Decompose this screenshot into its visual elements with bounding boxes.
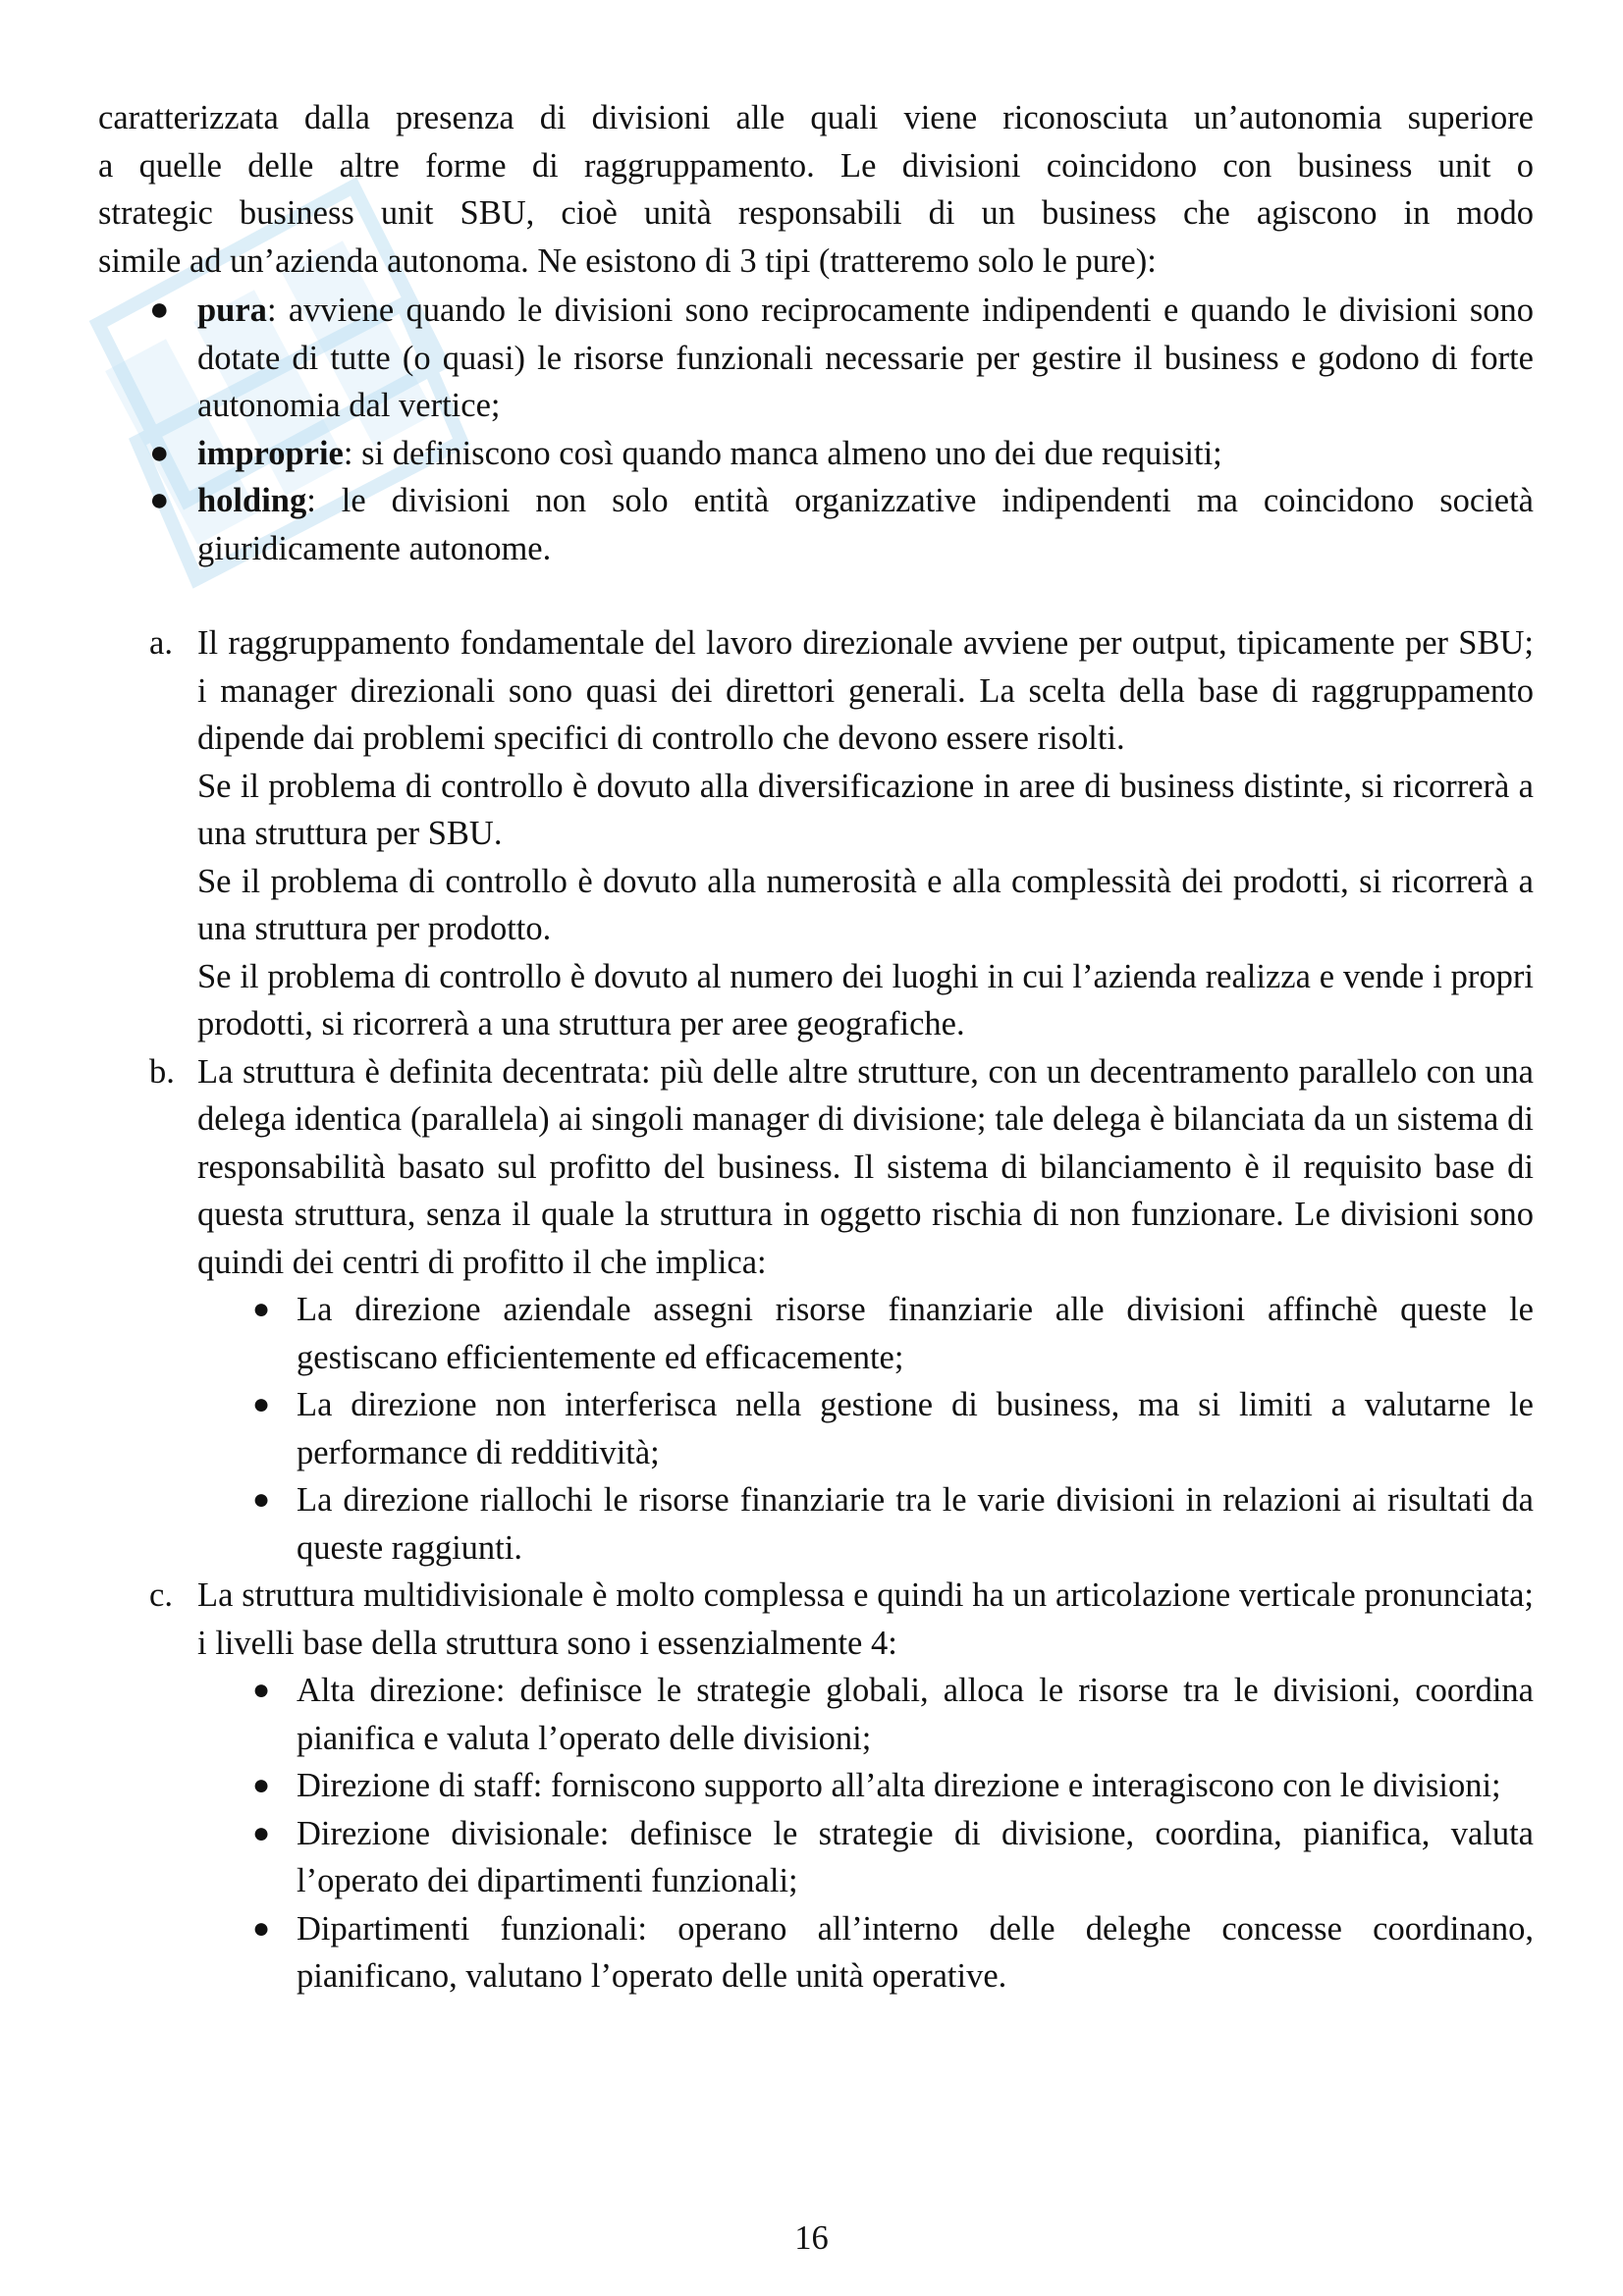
sub-list-item <box>197 1905 1534 2001</box>
division-type-term: improprie <box>197 434 344 472</box>
section-spacer <box>98 572 1534 619</box>
bullet-icon: ● <box>252 1674 271 1706</box>
division-type-text: : avviene quando le divisioni sono reciprocamente indipendenti e quando le divisioni sono dotate di tutte (o quasi) le risorse funzionali necessarie per gestire il business e godono di forte autonomia dal vertice; <box>197 292 1534 424</box>
sub-list-text: Direzione di staff: forniscono supporto all’alta direzione e interagiscono con le divisioni; <box>297 1767 1501 1804</box>
intro-paragraph <box>98 94 1534 285</box>
bullet-icon: ● <box>252 1816 271 1849</box>
sub-list-text: Dipartimenti funzionali: operano all’interno delle deleghe concesse coordinano, pianificano, valutano l’operato delle unità operative. <box>297 1909 1534 1995</box>
division-type-text: : le divisioni non solo entità organizzative indipendenti ma coincidono società giuridicamente autonome. <box>197 482 1534 567</box>
lettered-point <box>98 619 1534 1048</box>
point-paragraph: Il raggruppamento fondamentale del lavoro direzionale avviene per output, tipicamente per SBU; i manager direzionali sono quasi dei direttori generali. La scelta della base di raggruppamento dipende dai problemi specifici di controllo che devono essere risolti. <box>197 624 1534 757</box>
point-paragraph: Se il problema di controllo è dovuto alla diversificazione in aree di business distinte, si ricorrerà a una struttura per SBU. <box>197 767 1534 852</box>
division-type-item <box>98 430 1534 478</box>
page-number: 16 <box>794 2219 829 2257</box>
sub-list-item <box>197 1810 1534 1905</box>
bullet-icon: ● <box>149 482 170 518</box>
point-marker: a. <box>149 624 173 662</box>
lettered-point <box>98 1572 1534 2001</box>
point-paragraph: Se il problema di controllo è dovuto alla numerosità e alla complessità dei prodotti, si ricorrerà a una struttura per prodotto. <box>197 862 1534 947</box>
division-type-text: : si definiscono così quando manca almeno uno dei due requisiti; <box>343 434 1222 472</box>
sub-list-item <box>197 1667 1534 1762</box>
lettered-point <box>98 1048 1534 1573</box>
bullet-icon: ● <box>252 1769 271 1801</box>
sub-list-text: La direzione aziendale assegni risorse finanziarie alle divisioni affinchè queste le gestiscano efficientemente ed efficacemente; <box>297 1291 1534 1376</box>
point-paragraph: La struttura è definita decentrata: più delle altre strutture, con un decentramento parallelo con una delega identica (parallela) ai singoli manager di divisione; tale delega è bilanciata da un sistema di responsabilità basato sul profitto del business. Il sistema di bilanciamento è il requisito base di questa struttura, senza il quale la struttura in oggetto rischia di non funzionare. Le divisioni sono quindi dei centri di profitto il che implica: <box>197 1052 1534 1281</box>
sub-list <box>197 1286 1534 1572</box>
sub-list-text: La direzione non interferisca nella gestione di business, ma si limiti a valutarne le performance di redditività; <box>297 1386 1534 1471</box>
intro-line: a quelle delle altre forme di raggruppamento. Le divisioni coincidono con business unit o <box>98 146 1534 185</box>
sub-list-item <box>197 1286 1534 1381</box>
point-paragraph: Se il problema di controllo è dovuto al numero dei luoghi in cui l’azienda realizza e vende i propri prodotti, si ricorrerà a una struttura per aree geografiche. <box>197 957 1534 1042</box>
bullet-icon: ● <box>149 434 170 471</box>
sub-list-text: Alta direzione: definisce le strategie globali, alloca le risorse tra le divisioni, coordina pianifica e valuta l’operato delle divisioni; <box>297 1672 1534 1757</box>
sub-list-item <box>197 1381 1534 1476</box>
document-page <box>98 94 1534 2001</box>
point-paragraph: La struttura multidivisionale è molto complessa e quindi ha un articolazione verticale pronunciata; i livelli base della struttura sono i essenzialmente 4: <box>197 1576 1534 1662</box>
sub-list-item <box>197 1762 1534 1810</box>
bullet-icon: ● <box>252 1293 271 1325</box>
division-types-list <box>98 287 1534 572</box>
intro-line: simile ad un’azienda autonoma. Ne esistono di 3 tipi (tratteremo solo le pure): <box>98 241 1157 280</box>
sub-list-item <box>197 1476 1534 1572</box>
division-type-term: pura <box>197 292 267 329</box>
bullet-icon: ● <box>252 1388 271 1420</box>
division-type-term: holding <box>197 482 307 519</box>
sub-list-text: Direzione divisionale: definisce le strategie di divisione, coordina, pianifica, valuta l’operato dei dipartimenti funzionali; <box>297 1814 1534 1899</box>
sub-list-text: La direzione riallochi le risorse finanziarie tra le varie divisioni in relazioni ai risultati da queste raggiunti. <box>297 1481 1534 1567</box>
bullet-icon: ● <box>252 1483 271 1516</box>
lettered-points-list <box>98 619 1534 2001</box>
intro-line: strategic business unit SBU, cioè unità responsabili di un business che agiscono in modo <box>98 194 1534 232</box>
point-marker: b. <box>149 1052 175 1091</box>
division-type-item <box>98 287 1534 430</box>
intro-line: caratterizzata dalla presenza di divisioni alle quali viene riconosciuta un’autonomia superiore <box>98 99 1534 136</box>
bullet-icon: ● <box>252 1911 271 1945</box>
point-marker: c. <box>149 1576 173 1614</box>
sub-list <box>197 1667 1534 2001</box>
division-type-item <box>98 477 1534 572</box>
bullet-icon: ● <box>149 292 170 328</box>
